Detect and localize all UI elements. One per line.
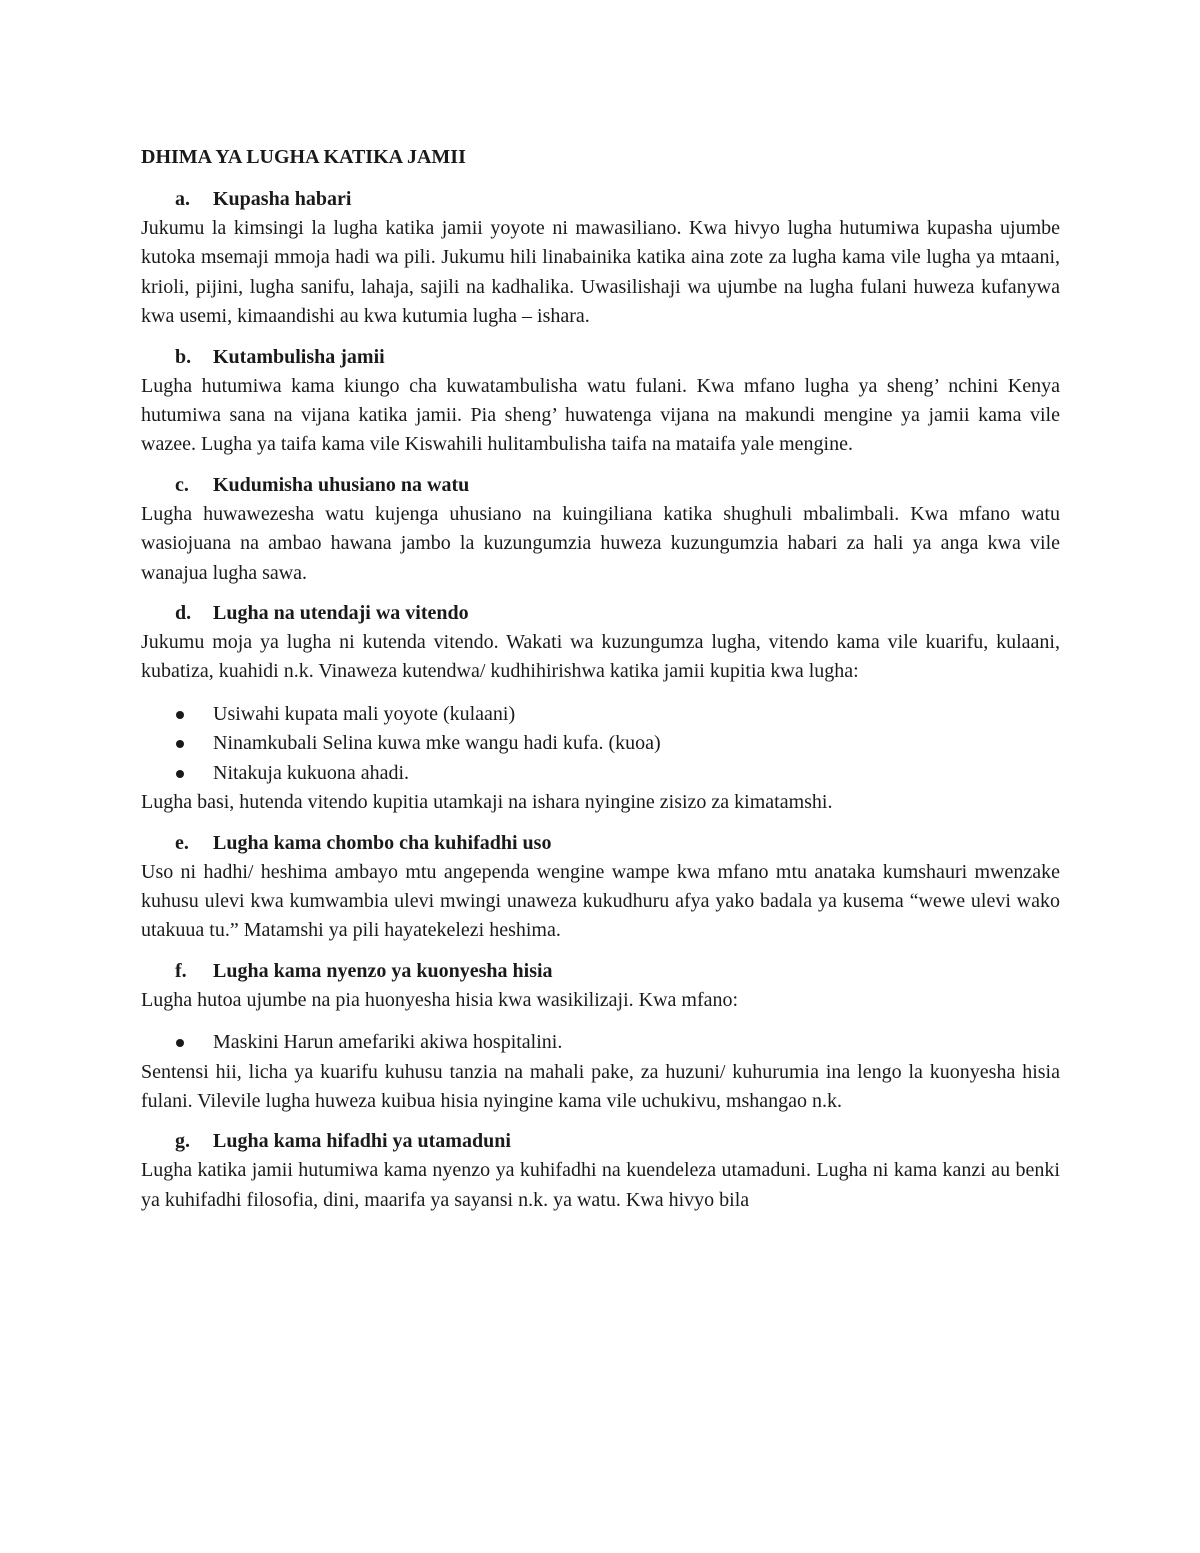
section-paragraph: Lugha hutoa ujumbe na pia huonyesha hisia kwa wasikilizaji. Kwa mfano: xyxy=(141,988,739,1011)
section-heading xyxy=(141,829,1060,858)
section-f xyxy=(141,957,1060,1117)
section-paragraph: Lugha katika jamii hutumiwa kama nyenzo ya kuhifadhi na kuendeleza utamaduni. Lugha ni kama kanzi au benki ya kuhifadhi filosofia, dini, maarifa ya sayansi n.k. ya watu. Kwa hivyo bila xyxy=(141,1159,1060,1211)
section-e xyxy=(141,829,1060,946)
section-heading-text: Lugha na utendaji wa vitendo xyxy=(213,602,469,625)
section-heading xyxy=(141,185,1060,214)
section-heading xyxy=(141,599,1060,628)
section-d xyxy=(141,599,1060,817)
section-a xyxy=(141,185,1060,332)
section-heading-text: Lugha kama chombo cha kuhifadhi uso xyxy=(213,831,552,854)
section-heading xyxy=(141,1127,1060,1156)
section-paragraph: Lugha hutumiwa kama kiungo cha kuwatambulisha watu fulani. Kwa mfano lugha ya sheng’ nchini Kenya hutumiwa sana na vijana katika jamii. Pia sheng’ huwatenga vijana na makundi mengine ya jamii kama vile wazee. Lugha ya taifa kama vile Kiswahili hulitambulisha taifa na mataifa yale mengine. xyxy=(141,374,1060,456)
list-item-text: Usiwahi kupata mali yoyote (kulaani) xyxy=(213,702,516,725)
bullet-dot xyxy=(141,700,213,729)
section-letter: a. xyxy=(175,188,190,210)
section-g xyxy=(141,1127,1060,1215)
list-item xyxy=(141,729,1060,758)
section-c xyxy=(141,471,1060,588)
list-item xyxy=(141,1028,1060,1057)
bullet-dot xyxy=(141,759,213,788)
list-item xyxy=(141,700,1060,729)
section-heading xyxy=(141,957,1060,986)
bullet-dot xyxy=(141,1028,213,1057)
section-paragraph: Jukumu moja ya lugha ni kutenda vitendo. Wakati wa kuzungumza lugha, vitendo kama vile kuarifu, kulaani, kubatiza, kuahidi n.k. Vinaweza kutendwa/ kudhihirishwa katika jamii kupitia kwa lugha: xyxy=(141,631,1060,683)
section-letter: e. xyxy=(175,831,189,854)
section-paragraph: Lugha huwawezesha watu kujenga uhusiano na kuingiliana katika shughuli mbalimbali. Kwa mfano watu wasiojuana na ambao hawana jambo la kuzungumzia huweza kuzungumzia habari za hali ya anga kwa vile wanajua lugha sawa. xyxy=(141,502,1060,584)
section-paragraph: Uso ni hadhi/ heshima ambayo mtu angependa wengine wampe kwa mfano mtu anataka kumshauri mwenzake kuhusu ulevi kwa kumwambia ulevi mwingi unaweza kukudhuru afya yako badala ya kusema “wewe ulevi wako utakuua tu.” Matamshi ya pili hayatekelezi heshima. xyxy=(141,860,1060,942)
section-letter: g. xyxy=(175,1130,190,1153)
section-heading-text: Kutambulisha jamii xyxy=(213,345,385,368)
section-heading xyxy=(141,471,1060,500)
bullet-dot xyxy=(141,729,213,758)
section-b xyxy=(141,343,1060,460)
section-heading-text: Kupasha habari xyxy=(213,188,352,210)
document-page xyxy=(141,143,1060,1226)
section-paragraph-after: Lugha basi, hutenda vitendo kupitia utamkaji na ishara nyingine zisizo za kimatamshi. xyxy=(141,791,833,814)
section-letter: b. xyxy=(175,345,192,368)
list-item-text: Nitakuja kukuona ahadi. xyxy=(213,761,410,784)
section-letter: d. xyxy=(175,602,192,625)
section-heading-text: Kudumisha uhusiano na watu xyxy=(213,473,470,496)
section-paragraph-after: Sentensi hii, licha ya kuarifu kuhusu tanzia na mahali pake, za huzuni/ kuhurumia ina lengo la kuonyesha hisia fulani. Vilevile lugha huweza kuibua hisia nyingine kama vile uchukivu, mshangao n.k. xyxy=(141,1060,1060,1112)
list-item-text: Maskini Harun amefariki akiwa hospitalini. xyxy=(213,1031,563,1054)
bullet-list xyxy=(141,700,1060,788)
section-letter: f. xyxy=(175,959,187,982)
section-letter: c. xyxy=(175,473,189,496)
document-title: DHIMA YA LUGHA KATIKA JAMII xyxy=(141,146,466,168)
section-heading-text: Lugha kama hifadhi ya utamaduni xyxy=(213,1130,511,1153)
section-paragraph: Jukumu la kimsingi la lugha katika jamii yoyote ni mawasiliano. Kwa hivyo lugha hutumiwa kupasha ujumbe kutoka msemaji mmoja hadi wa pili. Jukumu hili linabainika katika aina zote za lugha kama vile lugha ya mtaani, krioli, pijini, lugha sanifu, lahaja, sajili na kadhalika. Uwasilishaji wa ujumbe na lugha fulani huweza kufanywa kwa usemi, kimaandishi au kwa kutumia lugha – ishara. xyxy=(141,217,1060,328)
bullet-list xyxy=(141,1028,1060,1057)
list-item-text: Ninamkubali Selina kuwa mke wangu hadi kufa. (kuoa) xyxy=(213,732,661,755)
list-item xyxy=(141,759,1060,788)
section-heading-text: Lugha kama nyenzo ya kuonyesha hisia xyxy=(213,959,553,982)
section-heading xyxy=(141,343,1060,372)
